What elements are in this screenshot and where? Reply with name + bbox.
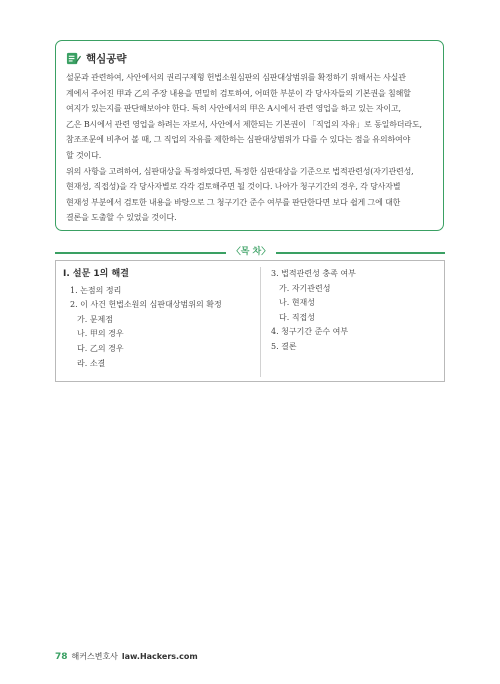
key-points-paragraph-2 — [66, 164, 433, 226]
page-number: 78 — [55, 652, 68, 662]
paragraph-line: 여지가 있는지를 판단해보아야 한다. 특히 사안에서의 甲은 A시에서 관련 영업을 하고 있는 자이고, — [66, 104, 401, 114]
paragraph-line: 설문과 관련하여, 사안에서의 권리구제형 헌법소원심판의 심판대상범위를 확정하기 위해서는 사실관 — [66, 73, 406, 82]
toc-item: 1. 논점의 정리 — [70, 285, 122, 295]
key-points-box — [55, 40, 444, 231]
pencil-note-icon — [66, 51, 81, 66]
toc-left-column — [63, 267, 222, 371]
toc-item: 가. 문제점 — [77, 314, 113, 324]
toc-column-divider — [260, 267, 261, 377]
paragraph-line: 계에서 주어진 甲과 乙의 주장 내용을 면밀히 검토하여, 어떠한 부분이 각 당사자들의 기본권을 침해할 — [66, 88, 411, 98]
site-url: law.Hackers.com — [121, 652, 198, 661]
toc-right-column — [271, 267, 356, 355]
toc-label: 〈목 차〉 — [226, 246, 276, 259]
toc-item: 나. 현재성 — [279, 298, 315, 308]
toc-item: 4. 청구기간 준수 여부 — [271, 327, 349, 337]
key-points-title: 핵심공략 — [86, 52, 127, 65]
toc-item: Ⅰ. 설문 1의 해결 — [63, 269, 129, 279]
toc-item: 3. 법적관련성 충족 여부 — [271, 269, 356, 278]
paragraph-line: 위의 사항을 고려하여, 심판대상을 특정하였다면, 특정한 심판대상을 기준으로 법적관련성(자기관련성, — [66, 166, 414, 176]
table-of-contents — [55, 260, 445, 382]
paragraph-line: 할 것이다. — [66, 150, 102, 160]
key-points-paragraph-1 — [66, 70, 433, 164]
publisher-name: 해커스변호사 — [71, 652, 118, 661]
toc-item: 2. 이 사건 헌법소원의 심판대상범위의 확정 — [70, 300, 222, 310]
paragraph-line: 결론을 도출할 수 있었을 것이다. — [66, 213, 177, 223]
toc-item: 나. 甲의 경우 — [77, 329, 124, 339]
page-footer — [55, 651, 198, 662]
toc-item: 가. 자기관련성 — [279, 283, 331, 293]
toc-item: 라. 소결 — [77, 358, 106, 368]
paragraph-line: 현재성, 직접성)을 각 당사자별로 각각 검토해주면 될 것이다. 나아가 청구기간의 경우, 각 당사자별 — [66, 182, 401, 192]
toc-item: 5. 결론 — [271, 341, 297, 351]
paragraph-line: 현재성 부분에서 검토한 내용을 바탕으로 그 청구기간 준수 여부를 판단한다면 보다 쉽게 그에 대한 — [66, 197, 401, 207]
toc-item: 다. 乙의 경우 — [77, 343, 124, 353]
paragraph-line: 참조조문에 비추어 볼 때, 그 직업의 자유를 제한하는 심판대상범위가 다를 수 있다는 점을 유의하여야 — [66, 135, 411, 145]
paragraph-line: 乙은 B시에서 관련 영업을 하려는 자로서, 사안에서 제한되는 기본권이 「직업의 자유」로 동일하더라도, — [66, 119, 422, 129]
toc-item: 다. 직접성 — [279, 312, 315, 322]
key-points-header — [66, 49, 433, 67]
